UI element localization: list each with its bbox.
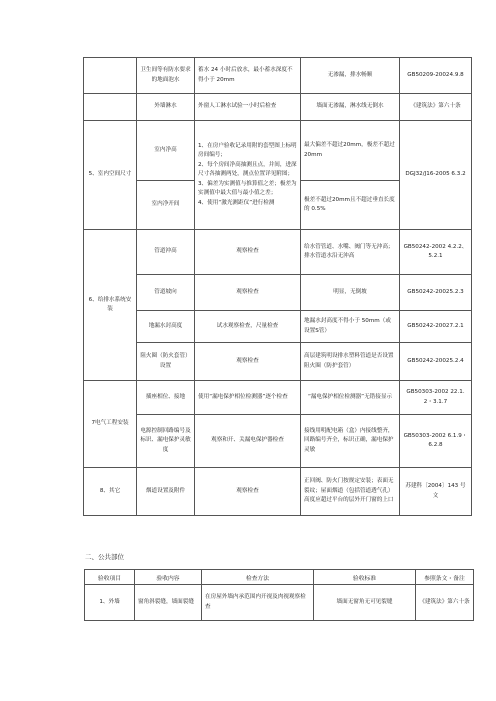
- item-cell: 室内净高: [137, 121, 195, 181]
- item-cell: 卫生间等有防水要求的地面泡水: [137, 58, 195, 94]
- category-cell: 7电气工程安装: [84, 381, 137, 468]
- column-header: 参照条文・备注: [416, 570, 474, 585]
- table-row: [84, 415, 472, 468]
- public-area-table: [84, 569, 474, 621]
- column-header: 检查方法: [202, 570, 314, 585]
- table-header-row: [85, 570, 474, 585]
- table-row: [85, 585, 474, 621]
- category-cell: 6、给排水系统安装: [84, 230, 137, 381]
- table-row: [84, 94, 472, 121]
- method-cell: 蓄水 24 小时后放水，最小蓄水深度不得小于 20mm: [195, 58, 301, 94]
- method-cell: 观察检查: [195, 468, 301, 516]
- item-cell: 管道沖高: [137, 230, 195, 275]
- reference-cell: GB50242-20027.2.1: [400, 311, 472, 343]
- table-row: [84, 381, 472, 415]
- reference-cell: GB50242-2002 4.2.2、5.2.1: [400, 230, 472, 275]
- reference-cell: GB50242-20025.2.4: [400, 343, 472, 381]
- criterion-cell: 明显，无倒坡: [301, 275, 400, 311]
- method-cell: 观察检查: [195, 343, 301, 381]
- method-cell: 使用“漏电保护相位检测器”逐个检查: [195, 381, 301, 415]
- category-cell: 5、室内空间尺寸: [84, 121, 137, 230]
- category-cell: [84, 94, 137, 121]
- criterion-cell: 地漏水封高度不得小于 50mm（或设置S管）: [301, 311, 400, 343]
- criterion-cell: 极差不超过20mm且不超过垂直长度的 0.5%: [301, 181, 400, 230]
- reference-cell: GB50209-20024.9.8: [400, 58, 472, 94]
- content-cell: 窗角斜裂缝，墙面裂缝: [135, 585, 202, 621]
- criterion-cell: 接线用明配电箱（盒）内接线整齐，回路编号齐全，标识正确，漏电保护灵敏: [301, 415, 400, 468]
- item-cell: 管道坡向: [137, 275, 195, 311]
- reference-cell: 《建筑法》第六十条: [416, 585, 474, 621]
- item-cell: 室内净开间: [137, 181, 195, 230]
- method-cell: 外窗人工淋水试验一小时后检查: [195, 94, 301, 121]
- table-row: [84, 58, 472, 94]
- item-cell: 1、外墙: [85, 585, 135, 621]
- criterion-cell: 给水管管道、水嘴、阀门等无沖高；排水管道水沿无沖高: [301, 230, 400, 275]
- method-cell: 观察检查: [195, 275, 301, 311]
- method-cell: 观察检查: [195, 230, 301, 275]
- table-row: [84, 468, 472, 516]
- column-header: 验收标准: [314, 570, 416, 585]
- item-cell: 地漏水封高度: [137, 311, 195, 343]
- category-cell: 8、其它: [84, 468, 137, 516]
- table-row: [84, 121, 472, 181]
- method-cell: 在房屋外墙内承范围内开视及肉视观察检查: [202, 585, 314, 621]
- criterion-cell: 最大偏差不超过20mm，极差不超过20mm: [301, 121, 400, 181]
- table-row: [84, 343, 472, 381]
- table-row: [84, 311, 472, 343]
- criterion-cell: 高层建筑明设排水塑料管道是否设置阻火圈（防护套管）: [301, 343, 400, 381]
- column-header: 验收内容: [135, 570, 202, 585]
- reference-cell: 《建筑法》第六十条: [400, 94, 472, 121]
- reference-cell: GB50242-20025.2.3: [400, 275, 472, 311]
- item-cell: 阻火圈（防火套管）设置: [137, 343, 195, 381]
- table-row: [84, 230, 472, 275]
- column-header: 验收项目: [85, 570, 135, 585]
- table-row: [84, 275, 472, 311]
- category-cell: [84, 58, 137, 94]
- item-cell: 外墙淋水: [137, 94, 195, 121]
- inspection-table: [83, 57, 472, 516]
- criterion-cell: 墙面无渗漏，淋水线无倒水: [301, 94, 400, 121]
- item-cell: 插座相位、接地: [137, 381, 195, 415]
- method-cell: 观察和开、关漏电保护器检查: [195, 415, 301, 468]
- item-cell: 烟道设置及附件: [137, 468, 195, 516]
- reference-cell: GB50303-2002 22.1.2・3.1.7: [400, 381, 472, 415]
- criterion-cell: 无渗漏，排水畅顺: [301, 58, 400, 94]
- reference-cell: DGJ32/J16-2005 6.3.2: [400, 121, 472, 230]
- criterion-cell: 正回阀、防火门按规定安装；表面无裂纹；屋面烟道（包括管道透气孔）高度应超过平台的层外开门窗的上口: [301, 468, 400, 516]
- criterion-cell: “漏电保护相位检测器”无错接显示: [301, 381, 400, 415]
- item-cell: 电源控制回路编号及标识、漏电保护灵敏度: [137, 415, 195, 468]
- reference-cell: GB50303-2002 6.1.9・6.2.8: [400, 415, 472, 468]
- section-title: 二、公共部位: [85, 553, 124, 561]
- reference-cell: 苏建科〔2004〕143 号文: [400, 468, 472, 516]
- standard-cell: 墙面无窗角无可见裂缝: [314, 585, 416, 621]
- method-cell: 1、在房户验收记录用附的套型图上标明房间编号； 2、每个房间净高抽测且点，并间，进深尺寸各抽测两处，测点位置详见附图； 3、偏差为实测值与推算值之差；极差为实测值中最大值与最小值之差； 4、使用“激光测距仪”进行检测: [195, 121, 301, 230]
- method-cell: 试水观察检查，尺量检查: [195, 311, 301, 343]
